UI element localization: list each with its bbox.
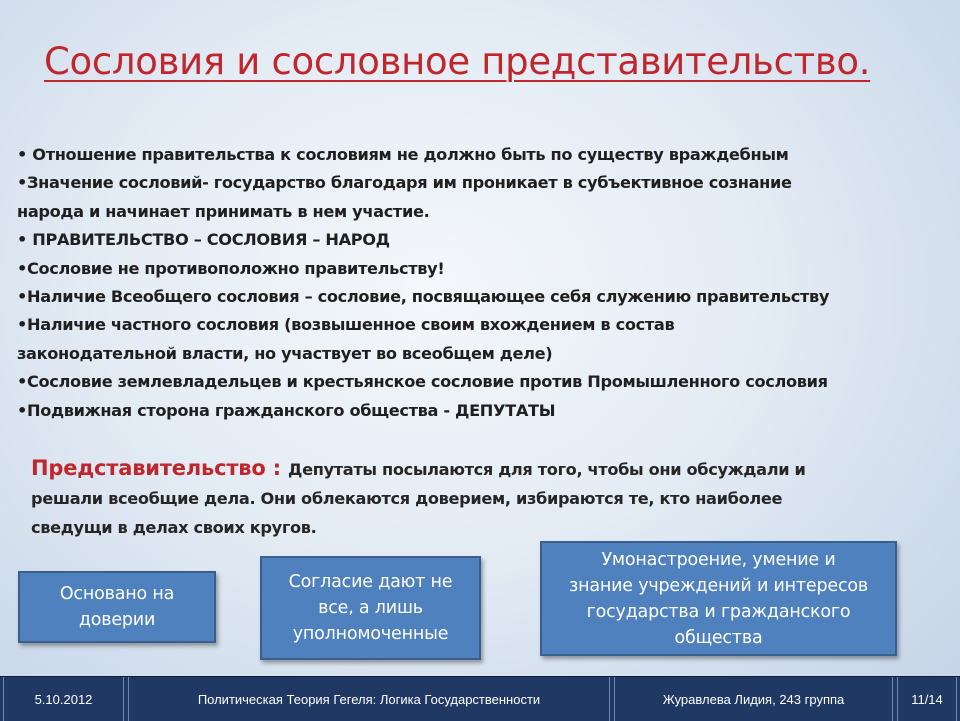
footer-bar <box>0 676 960 721</box>
representation-line: решали всеобщие дела. Они облекаются доверием, избираются те, кто наиболее <box>31 489 783 508</box>
representation-line: сведущи в делах своих кругов. <box>31 518 317 537</box>
box-text <box>289 569 453 647</box>
bullet-item: • Отношение правительства к сословиям не должно быть по существу враждебным <box>17 145 789 164</box>
box-line: уполномоченные <box>292 624 449 644</box>
representation-text: Депутаты посылаются для того, чтобы они обсуждали и <box>288 460 806 479</box>
bullet-item: •Сословие землевладельцев и крестьянское сословие против Промышленного сословия <box>17 372 828 392</box>
footer-author: Журавлева Лидия, 243 группа <box>614 677 893 721</box>
footer-title: Политическая Теория Гегеля: Логика Государственности <box>128 677 610 721</box>
box-line: знание учреждений и интересов <box>569 575 868 596</box>
bullet-item: •Подвижная сторона гражданского общества - ДЕПУТАТЫ <box>17 400 556 420</box>
box-line: Согласие дают не <box>288 572 453 592</box>
bullet-item: •Сословие не противоположно правительству! <box>17 258 445 278</box>
bullet-item: народа и начинает принимать в нем участие. <box>17 201 430 221</box>
bullet-item: законодательной власти, но участвует во всеобщем деле) <box>17 343 553 363</box>
representation-block <box>31 454 931 542</box>
footer-date: 5.10.2012 <box>3 677 124 721</box>
box-text <box>569 547 868 651</box>
box-line: доверии <box>78 610 156 630</box>
box-based-on-trust <box>18 571 216 643</box>
box-line: общества <box>674 627 763 648</box>
box-knowledge <box>540 541 897 656</box>
box-authorized-consent <box>260 556 481 660</box>
footer-page-number: 11/14 <box>897 677 957 721</box>
representation-line <box>31 454 931 484</box>
bullet-item: •Наличие Всеобщего сословия – сословие, посвящающее себя служению правительству <box>17 287 830 307</box>
bullet-item: •Значение сословий- государство благодаря им проникает в субъективное сознание <box>17 173 792 193</box>
box-text <box>60 581 174 633</box>
box-line: Основано на <box>59 584 175 604</box>
representation-heading: Представительство : <box>31 456 289 480</box>
box-line: все, а лишь <box>318 598 423 618</box>
bullet-list <box>17 141 952 425</box>
box-line: государства и гражданского <box>586 601 851 622</box>
slide-title: Сословия и сословное представительство. <box>44 40 871 83</box>
bullet-item: • ПРАВИТЕЛЬСТВО – СОСЛОВИЯ – НАРОД <box>17 230 390 250</box>
bullet-item: •Наличие частного сословия (возвышенное своим вхождением в состав <box>17 315 675 335</box>
box-line: Умонастроение, умение и <box>601 549 836 570</box>
